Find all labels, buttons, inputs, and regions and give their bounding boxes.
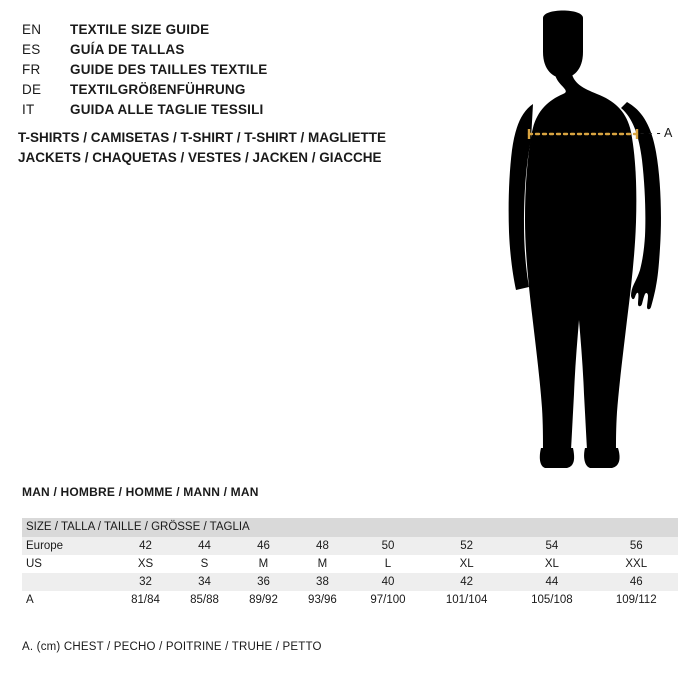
table-cell: 32 (116, 573, 175, 591)
row-label: US (26, 558, 42, 570)
table-cell: 46 (594, 573, 678, 591)
chest-measure-label-group (640, 126, 673, 140)
table-cell: 89/92 (249, 594, 278, 606)
row-label: A (26, 594, 34, 606)
table-cell: XL (544, 558, 559, 570)
language-title-block (22, 22, 452, 122)
language-code: FR (22, 62, 41, 77)
table-cell: 50 (352, 537, 424, 555)
footnote-chest: A. (cm) CHEST / PECHO / POITRINE / TRUHE / PETTO (22, 641, 322, 653)
language-row (22, 22, 452, 42)
silhouette-body (509, 11, 661, 469)
size-table (22, 518, 678, 609)
language-code: EN (22, 22, 42, 37)
garment-line-tshirts: T-SHIRTS / CAMISETAS / T-SHIRT / T-SHIRT / MAGLIETTE (18, 130, 387, 145)
table-row (22, 591, 678, 609)
language-title: TEXTILGRÖßENFÜHRUNG (70, 82, 246, 97)
table-cell: XXL (625, 558, 648, 570)
table-cell: 44 (175, 537, 234, 555)
table-cell: 40 (352, 573, 424, 591)
table-cell: S (200, 558, 209, 570)
language-row (22, 42, 452, 62)
language-row (22, 102, 452, 122)
chest-dash: - - - (640, 126, 661, 140)
table-cell: 38 (293, 573, 352, 591)
language-code: ES (22, 42, 41, 57)
table-cell: M (317, 558, 328, 570)
table-cell: 54 (509, 537, 594, 555)
language-code: DE (22, 82, 42, 97)
chest-label-a: A (664, 126, 673, 140)
table-cell: 101/104 (445, 594, 488, 606)
table-cell: XL (459, 558, 474, 570)
table-cell: 44 (509, 573, 594, 591)
table-cell: 105/108 (531, 594, 573, 606)
table-cell: 52 (424, 537, 509, 555)
table-cell: 42 (424, 573, 509, 591)
table-cell: 56 (594, 537, 678, 555)
group-label-man: MAN / HOMBRE / HOMME / MANN / MAN (22, 485, 259, 499)
table-cell: 81/84 (131, 594, 160, 606)
table-cell: 109/112 (615, 594, 657, 606)
language-title: TEXTILE SIZE GUIDE (70, 22, 210, 37)
language-title: GUIDE DES TAILLES TEXTILE (70, 62, 268, 77)
garment-type-block (18, 128, 458, 168)
table-cell: 36 (234, 573, 293, 591)
garment-line-jackets: JACKETS / CHAQUETAS / VESTES / JACKEN / GIACCHE (18, 150, 382, 165)
table-row (22, 537, 678, 555)
table-cell: 48 (293, 537, 352, 555)
table-cell: 46 (234, 537, 293, 555)
table-cell: 93/96 (308, 594, 337, 606)
table-header-label: SIZE / TALLA / TAILLE / GRÖSSE / TAGLIA (22, 518, 678, 537)
table-cell: 34 (175, 573, 234, 591)
table-cell: L (384, 558, 392, 570)
table-cell: 42 (116, 537, 175, 555)
table-cell: 85/88 (190, 594, 219, 606)
table-cell: XS (137, 558, 154, 570)
language-row (22, 82, 452, 102)
language-title: GUIDA ALLE TAGLIE TESSILI (70, 102, 264, 117)
language-code: IT (22, 102, 35, 117)
language-title: GUÍA DE TALLAS (70, 42, 185, 57)
table-row (22, 573, 678, 591)
table-row (22, 555, 678, 573)
language-row (22, 62, 452, 82)
table-cell: 97/100 (370, 594, 406, 606)
row-label: Europe (22, 537, 116, 555)
table-header-row (22, 518, 678, 537)
row-label (22, 573, 116, 591)
male-silhouette (455, 8, 690, 478)
table-cell: M (258, 558, 269, 570)
